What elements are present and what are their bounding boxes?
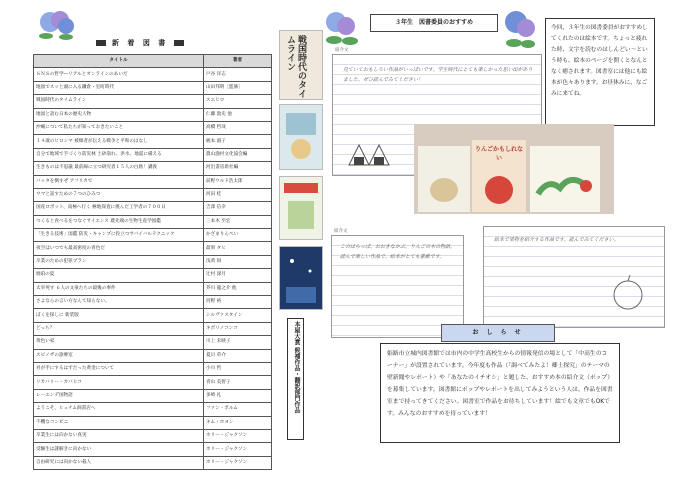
hydrangea-icon bbox=[36, 10, 78, 42]
card-label: 紹介文 bbox=[335, 48, 349, 53]
book-author-cell: 前野ウルド浩太郎 bbox=[204, 175, 272, 188]
table-row bbox=[34, 336, 272, 349]
book-author-cell: 辻村 深月 bbox=[204, 269, 272, 282]
table-row bbox=[34, 135, 272, 148]
recommendation-card bbox=[483, 226, 665, 328]
book-author-cell: 山田邦明［監修］ bbox=[204, 81, 272, 94]
table-row bbox=[34, 188, 272, 201]
table-row bbox=[34, 269, 272, 282]
table-row bbox=[34, 215, 272, 228]
book-title-cell: 自分で地域で手づくり防災林 土砂崩れ、洪水、地震に備える bbox=[34, 148, 204, 161]
book-title-cell: 戦国時代のタイムライン bbox=[34, 95, 204, 108]
book-title-cell: 受験生は謎解きに向かない bbox=[34, 443, 204, 456]
cover-illustration bbox=[280, 177, 322, 239]
cover-illustration bbox=[280, 105, 322, 169]
table-row bbox=[34, 322, 272, 335]
book-title-cell: 「生きる技術」図鑑 防災・キャンプに役立つサバイバルテクニック bbox=[34, 229, 204, 242]
table-row bbox=[34, 255, 272, 268]
photo-book-title: りんごかもしれない bbox=[474, 146, 523, 162]
book-title-cell: さよならの言い方なんて知らない。 bbox=[34, 296, 204, 309]
book-title-cell: 黄色い家 bbox=[34, 336, 204, 349]
table-row bbox=[34, 349, 272, 362]
book-title-cell: 地図と読む日本の歴史人物 bbox=[34, 108, 204, 121]
table-row bbox=[34, 309, 272, 322]
heading-ornament-left bbox=[96, 40, 106, 46]
page-title: ３年生 図書委員のおすすめ bbox=[370, 14, 498, 32]
book-title-cell: １４歳のヒロシマ 被爆者が伝える戦争と平和のはなし bbox=[34, 135, 204, 148]
card-handwriting: 見ていておもしろい作品がいっぱいです。学生時代にとても楽しかった思い出がありました。ぜひ読んでみてください！ bbox=[343, 67, 533, 83]
notice-banner: お し ら せ bbox=[441, 324, 555, 342]
card-handwriting: 絵本で果物を紹介する作品です。読んでみてください。 bbox=[494, 237, 619, 243]
book-author-cell: 芥川 龍之介 他 bbox=[204, 282, 272, 295]
book-title-cell: 国産ロボット、南極へ行く 極地探査に挑んだ工学者の７００日 bbox=[34, 202, 204, 215]
book-title-cell: 君が手にするはずだった黄金について bbox=[34, 362, 204, 375]
book-author-cell: 最果 タヒ bbox=[204, 242, 272, 255]
book-author-cell: 多崎 礼 bbox=[204, 389, 272, 402]
apple-drawing bbox=[610, 273, 646, 313]
book-author-cell: ホリー・ジャクソン bbox=[204, 443, 272, 456]
table-row bbox=[34, 389, 272, 402]
new-books-table bbox=[33, 54, 272, 470]
book-title-cell: 太宰死す ６人の文豪たちの最後の事件 bbox=[34, 282, 204, 295]
recommendation-card bbox=[331, 229, 464, 338]
book-author-cell: 吉澤 信幸 bbox=[204, 202, 272, 215]
book-author-cell: 河野 裕 bbox=[204, 296, 272, 309]
table-row bbox=[34, 68, 272, 81]
table-header-row bbox=[34, 55, 272, 68]
book-author-cell: ファン・ボルム bbox=[204, 403, 272, 416]
table-row bbox=[34, 162, 272, 175]
table-row bbox=[34, 429, 272, 442]
hydrangea-icon bbox=[500, 8, 540, 50]
book-title-cell: どっち？ bbox=[34, 322, 204, 335]
table-row bbox=[34, 242, 272, 255]
table-row bbox=[34, 95, 272, 108]
book-title-cell: ぼくを探しに 新装版 bbox=[34, 309, 204, 322]
table-row bbox=[34, 282, 272, 295]
book-cover-sayonara bbox=[279, 246, 323, 310]
table-row bbox=[34, 416, 272, 429]
new-books-heading-text: 新 着 図 書 bbox=[112, 39, 169, 47]
heading-ornament-right bbox=[174, 40, 184, 46]
card-label: 紹介文 bbox=[334, 229, 348, 234]
table-row bbox=[34, 121, 272, 134]
book-author-cell: 川上 未映子 bbox=[204, 336, 272, 349]
book-author-cell: 青山 美智子 bbox=[204, 376, 272, 389]
book-photo bbox=[414, 124, 614, 214]
table-row bbox=[34, 148, 272, 161]
book-title-cell: 沖縄について私たちが知っておきたいこと bbox=[34, 121, 204, 134]
book-author-cell: 夏川 草介 bbox=[204, 349, 272, 362]
book-author-cell: キム・ホヨン bbox=[204, 416, 272, 429]
onigiri-drawing bbox=[345, 139, 391, 169]
book-title-cell: 不機なコンビニ bbox=[34, 416, 204, 429]
book-title-cell: レーエンデ国物語 bbox=[34, 389, 204, 402]
table-row bbox=[34, 443, 272, 456]
table-row bbox=[34, 362, 272, 375]
book-title-cell: 夜空はいつでも最高密度の青色だ bbox=[34, 242, 204, 255]
hydrangea-icon bbox=[322, 8, 362, 48]
book-author-cell: 三本木 至宏 bbox=[204, 215, 272, 228]
book-title-cell: ようこそ、ヒュナム洞書店へ bbox=[34, 403, 204, 416]
book-author-cell: 河田 桂 bbox=[204, 188, 272, 201]
book-author-cell: 農山漁村文化協会編 bbox=[204, 148, 272, 161]
table-row bbox=[34, 376, 272, 389]
award-label: 本屋大賞 候補作品・翻訳部門作品 bbox=[287, 318, 304, 440]
table-row bbox=[34, 81, 272, 94]
book-author-cell: スエヒロ bbox=[204, 95, 272, 108]
book-title-cell: ウマと話すための７つのひみつ bbox=[34, 188, 204, 201]
photo-books bbox=[414, 124, 614, 214]
book-title-cell: 地図でスッと頭に入る鎌倉・室町時代 bbox=[34, 81, 204, 94]
book-title-cell: リカバリー・カバヒコ bbox=[34, 376, 204, 389]
book-title-cell: ＳＮＳの哲学―リアルとオンラインのあいだ bbox=[34, 68, 204, 81]
book-title-cell: 卒業のための犯罪プラン bbox=[34, 255, 204, 268]
cover-title: 戦国時代のタイムライン bbox=[285, 35, 306, 98]
cover-illustration bbox=[280, 247, 322, 309]
table-row bbox=[34, 229, 272, 242]
table-row bbox=[34, 202, 272, 215]
book-author-cell: 戸谷 洋志 bbox=[204, 68, 272, 81]
book-cover-ikimono bbox=[279, 104, 323, 170]
book-author-cell: 河出書房新社編 bbox=[204, 162, 272, 175]
notice-box bbox=[380, 343, 620, 443]
table-row bbox=[34, 403, 272, 416]
table-row bbox=[34, 296, 272, 309]
book-author-cell: 仁藤 敦史 他 bbox=[204, 108, 272, 121]
table-row bbox=[34, 175, 272, 188]
card-handwriting: このはらっぱ、おおきなかぶ。りんごの木の物語。読んで楽しい作品で、絵本がとても素敵です。 bbox=[340, 244, 456, 260]
table-row bbox=[34, 108, 272, 121]
book-author-cell: シルヴァスタイン bbox=[204, 309, 272, 322]
book-author-cell: キボリノコンコ bbox=[204, 322, 272, 335]
book-author-cell: 小川 哲 bbox=[204, 362, 272, 375]
book-title-cell: スピノザの診療室 bbox=[34, 349, 204, 362]
new-books-heading bbox=[96, 38, 184, 48]
notice-text: 姫路市立城内図書館では市内の中学生高校生からの情報発信の場として「中高生のコーナー」が設置されています。今年度も作品（「調べてみたよ！郷土探究」のテーマの壁新聞やレポート）や「あなたのイチオシ」と題した、おすすめ本の紹介文（ポップ）を募集しています。図書館にポップやレポートを出してみようという人は、作品を図書室まで持ってきてください。図書室で作品をお待ちしています！絵でも文章でもOKです。みんなのおすすめを待っています！ bbox=[387, 351, 613, 417]
book-title-cell: バッタを倒すぜ アフリカで bbox=[34, 175, 204, 188]
book-author-cell: 高橋 哲哉 bbox=[204, 121, 272, 134]
book-title-cell: 生きものは不思議 最前線に立つ研究者１５人の白熱！講義 bbox=[34, 162, 204, 175]
book-cover-sengoku-timeline bbox=[279, 30, 323, 100]
intro-text-box: 今回、３年生の図書委員がおすすめしてくれたのは絵本です。ちょっと疲れた時、文字を読むのはしんどい～という時も、絵本のページを開くとなんとなく癒されます。図書室には他にも絵本が色々あります。お昼休みに、なごみに来てね。 bbox=[545, 18, 655, 126]
table-row bbox=[34, 456, 272, 469]
column-header-title: タイトル bbox=[34, 55, 204, 68]
book-author-cell: 浅黄 斑 bbox=[204, 255, 272, 268]
book-title-cell: 琥珀の夏 bbox=[34, 269, 204, 282]
book-title-cell: つくると食べるをつなぐサイエンス 農先端の生物生産学図鑑 bbox=[34, 215, 204, 228]
book-author-cell: ホリー・ジャクソン bbox=[204, 456, 272, 469]
column-header-author: 著者 bbox=[204, 55, 272, 68]
book-author-cell: ホリー・ジャクソン bbox=[204, 429, 272, 442]
book-author-cell: 梶本 淑子 bbox=[204, 135, 272, 148]
book-author-cell: かざまりんぺい bbox=[204, 229, 272, 242]
book-cover-survival-zukan bbox=[279, 176, 323, 240]
book-title-cell: 自由研究には向かない殺人 bbox=[34, 456, 204, 469]
book-title-cell: 卒業生には向かない真実 bbox=[34, 429, 204, 442]
